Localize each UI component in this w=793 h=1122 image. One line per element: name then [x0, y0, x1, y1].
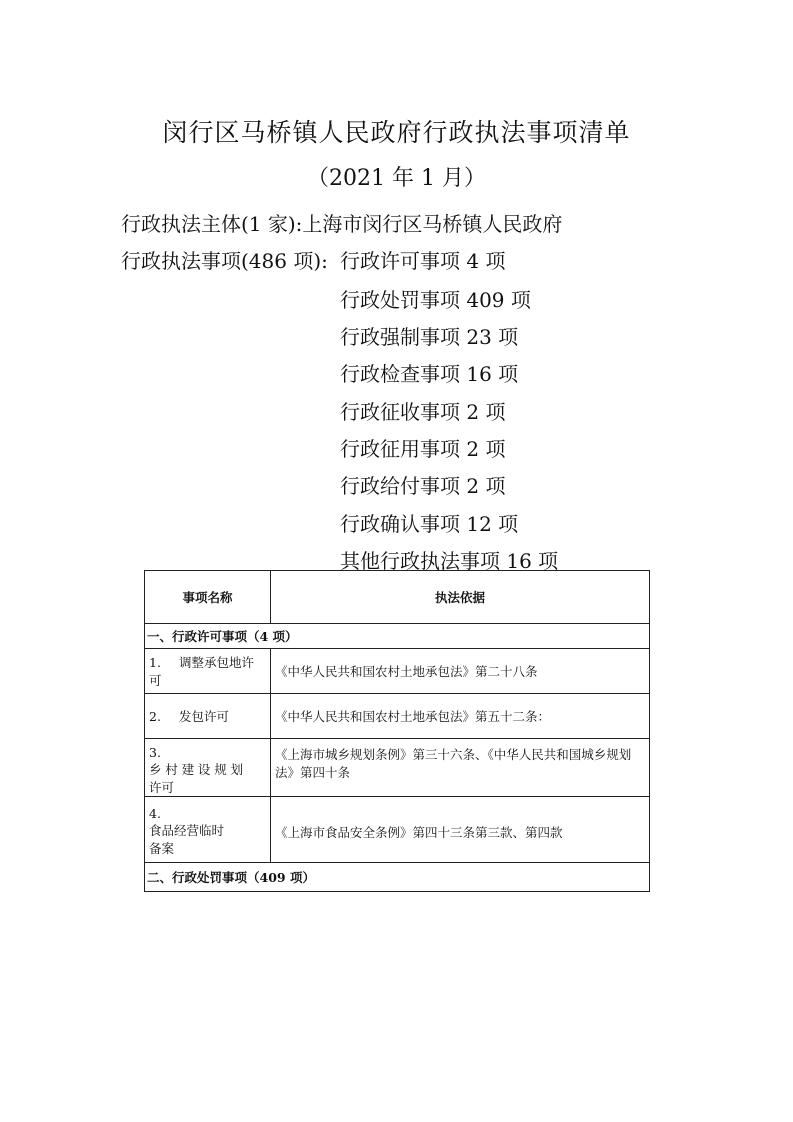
row-number: 4.	[149, 806, 161, 821]
item-name-line2: 许可	[149, 780, 175, 795]
row-number: 2.	[149, 709, 161, 724]
summary-item-requisition: 行政征用事项 2 项	[340, 437, 506, 461]
summary-item-coercion: 行政强制事项 23 项	[340, 325, 519, 349]
item-name: 发包许可	[179, 709, 230, 724]
table-header-row	[145, 571, 650, 624]
summary-item-inspection: 行政检查事项 16 项	[340, 362, 519, 386]
summary-item-other: 其他行政执法事项 16 项	[340, 549, 559, 573]
enforcement-subject-line: 行政执法主体(1 家):上海市闵行区马桥镇人民政府	[121, 212, 563, 236]
summary-item-license: 行政许可事项 4 项	[340, 249, 506, 273]
enforcement-items-table	[144, 570, 650, 892]
summary-item-confirmation: 行政确认事项 12 项	[340, 512, 519, 536]
section-title-penalty: 二、行政处罚事项（409 项）	[145, 863, 650, 892]
row-number: 1.	[149, 655, 161, 670]
header-item-name: 事项名称	[145, 571, 271, 624]
item-basis: 《上海市城乡规划条例》第三十六条、《中华人民共和国城乡规划法》第四十条	[271, 739, 650, 797]
section-row-penalty	[145, 863, 650, 892]
section-row-license	[145, 624, 650, 649]
item-name: 调整承包地许可	[149, 655, 255, 688]
summary-item-levy: 行政征收事项 2 项	[340, 400, 506, 424]
row-number: 3.	[149, 745, 161, 760]
table-row	[145, 694, 650, 739]
item-basis: 《中华人民共和国农村土地承包法》第二十八条	[271, 649, 650, 694]
table-row	[145, 739, 650, 797]
item-name-line2: 备案	[149, 841, 175, 856]
item-name-line1: 乡村建设规划	[149, 762, 243, 777]
enforcement-items-prefix: 行政执法事项(486 项):	[121, 249, 328, 273]
header-basis: 执法依据	[271, 571, 650, 624]
item-basis: 《上海市食品安全条例》第四十三条第三款、第四款	[271, 797, 650, 863]
document-date: （2021 年 1 月）	[307, 166, 486, 191]
summary-item-payment: 行政给付事项 2 项	[340, 474, 506, 498]
item-name-line1: 食品经营临时	[149, 823, 225, 838]
summary-item-penalty: 行政处罚事项 409 项	[340, 288, 531, 312]
section-title-license: 一、行政许可事项（4 项）	[145, 624, 650, 649]
table-row	[145, 797, 650, 863]
document-title: 闵行区马桥镇人民政府行政执法事项清单	[162, 118, 631, 147]
table-row	[145, 649, 650, 694]
item-basis: 《中华人民共和国农村土地承包法》第五十二条：	[271, 694, 650, 739]
